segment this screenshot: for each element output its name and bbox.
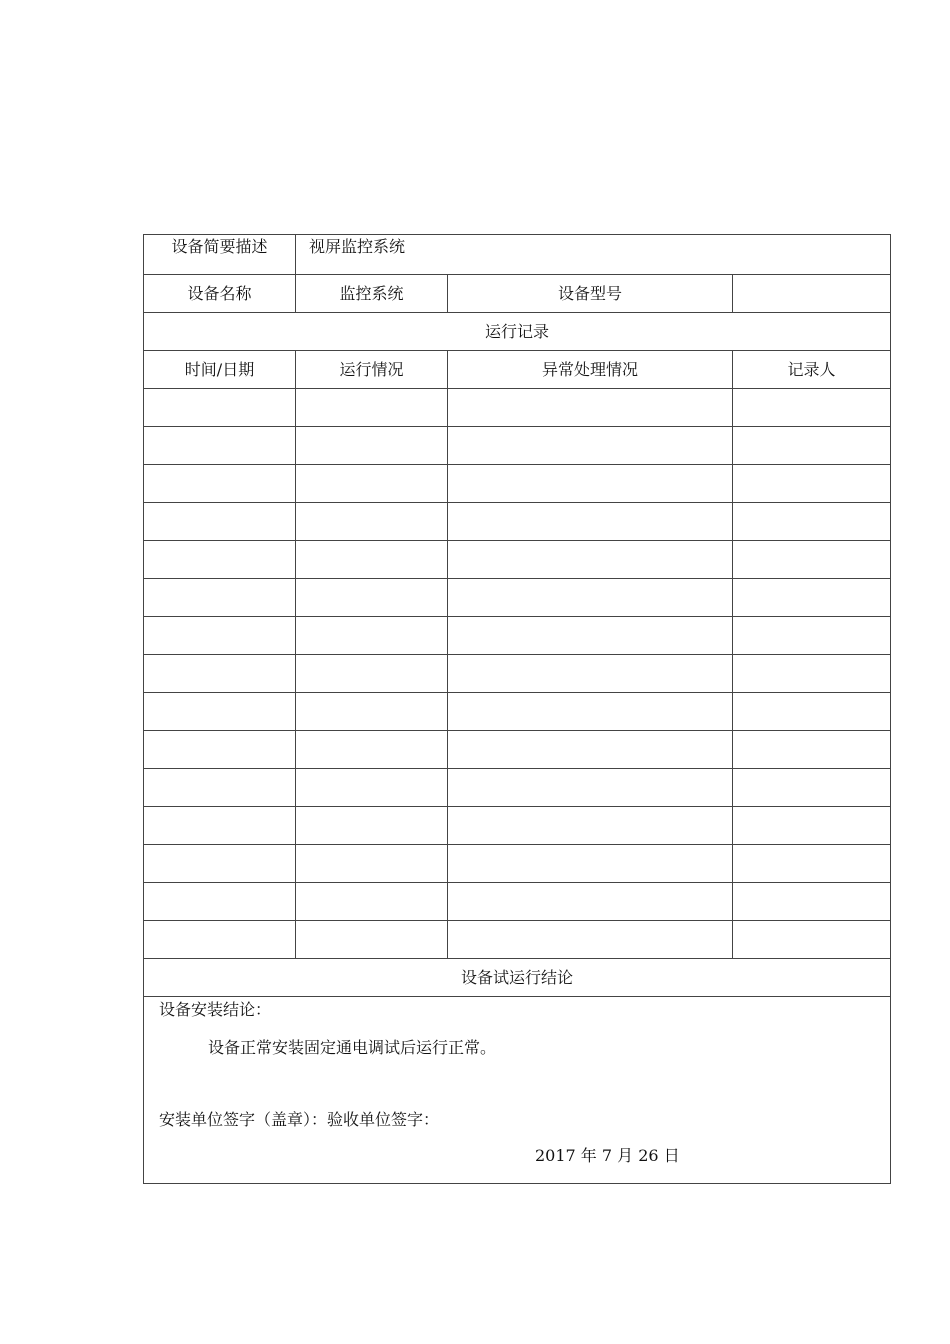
record-cell-status <box>296 541 448 579</box>
device-model-value <box>733 275 891 313</box>
record-cell-exception <box>448 541 733 579</box>
record-cell-datetime <box>144 617 296 655</box>
signature-line: 安装单位签字（盖章）：验收单位签字： <box>159 1110 440 1129</box>
record-cell-recorder <box>733 845 891 883</box>
record-cell-datetime <box>144 579 296 617</box>
record-row <box>144 427 891 465</box>
record-cell-recorder <box>733 807 891 845</box>
record-row <box>144 807 891 845</box>
record-cell-exception <box>448 579 733 617</box>
record-cell-status <box>296 807 448 845</box>
record-cell-datetime <box>144 731 296 769</box>
record-cell-recorder <box>733 579 891 617</box>
equipment-trial-run-form <box>143 234 891 1184</box>
conclusion-title-row <box>144 959 891 997</box>
record-cell-recorder <box>733 389 891 427</box>
record-cell-datetime <box>144 427 296 465</box>
record-cell-exception <box>448 617 733 655</box>
record-cell-exception <box>448 503 733 541</box>
column-header-recorder: 记录人 <box>733 351 891 389</box>
device-name-label: 设备名称 <box>144 275 296 313</box>
record-cell-recorder <box>733 921 891 959</box>
column-header-status: 运行情况 <box>296 351 448 389</box>
record-row <box>144 921 891 959</box>
record-cell-datetime <box>144 883 296 921</box>
column-header-exception: 异常处理情况 <box>448 351 733 389</box>
record-cell-datetime <box>144 389 296 427</box>
record-cell-datetime <box>144 693 296 731</box>
record-row <box>144 389 891 427</box>
record-row <box>144 845 891 883</box>
record-row <box>144 731 891 769</box>
record-cell-status <box>296 769 448 807</box>
record-cell-datetime <box>144 807 296 845</box>
record-cell-datetime <box>144 921 296 959</box>
record-cell-exception <box>448 655 733 693</box>
record-row <box>144 503 891 541</box>
record-cell-exception <box>448 845 733 883</box>
record-cell-status <box>296 427 448 465</box>
record-cell-recorder <box>733 731 891 769</box>
record-cell-recorder <box>733 693 891 731</box>
record-row <box>144 541 891 579</box>
record-cell-exception <box>448 427 733 465</box>
record-cell-recorder <box>733 617 891 655</box>
run-record-title-row <box>144 313 891 351</box>
record-cell-datetime <box>144 503 296 541</box>
record-row <box>144 883 891 921</box>
record-cell-exception <box>448 693 733 731</box>
record-cell-recorder <box>733 769 891 807</box>
description-value: 视屏监控系统 <box>296 235 891 275</box>
record-cell-status <box>296 503 448 541</box>
record-cell-datetime <box>144 845 296 883</box>
record-cell-status <box>296 921 448 959</box>
record-cell-datetime <box>144 769 296 807</box>
record-cell-recorder <box>733 503 891 541</box>
record-cell-recorder <box>733 655 891 693</box>
record-cell-datetime <box>144 655 296 693</box>
record-cell-recorder <box>733 465 891 503</box>
record-cell-status <box>296 465 448 503</box>
record-cell-status <box>296 579 448 617</box>
record-cell-status <box>296 693 448 731</box>
record-cell-recorder <box>733 427 891 465</box>
record-cell-exception <box>448 769 733 807</box>
record-row <box>144 617 891 655</box>
record-cell-status <box>296 845 448 883</box>
description-label: 设备简要描述 <box>144 235 296 275</box>
conclusion-label: 设备安装结论： <box>159 1000 272 1019</box>
record-cell-status <box>296 389 448 427</box>
device-model-label: 设备型号 <box>448 275 733 313</box>
record-cell-exception <box>448 389 733 427</box>
record-row <box>144 655 891 693</box>
device-name-row <box>144 275 891 313</box>
record-cell-recorder <box>733 541 891 579</box>
record-cell-recorder <box>733 883 891 921</box>
record-cell-exception <box>448 921 733 959</box>
record-row <box>144 465 891 503</box>
record-row <box>144 769 891 807</box>
record-row <box>144 693 891 731</box>
conclusion-body <box>144 997 891 1184</box>
record-cell-status <box>296 617 448 655</box>
conclusion-body-row <box>144 997 891 1184</box>
record-cell-exception <box>448 883 733 921</box>
record-cell-exception <box>448 807 733 845</box>
conclusion-title: 设备试运行结论 <box>144 959 891 997</box>
record-cell-datetime <box>144 465 296 503</box>
record-cell-status <box>296 883 448 921</box>
device-name-value: 监控系统 <box>296 275 448 313</box>
record-cell-status <box>296 731 448 769</box>
record-cell-exception <box>448 731 733 769</box>
signature-date: 2017 年 7 月 26 日 <box>535 1146 680 1165</box>
run-record-title: 运行记录 <box>144 313 891 351</box>
record-cell-status <box>296 655 448 693</box>
record-cell-datetime <box>144 541 296 579</box>
conclusion-text: 设备正常安装固定通电调试后运行正常。 <box>208 1038 497 1057</box>
run-record-header-row <box>144 351 891 389</box>
record-row <box>144 579 891 617</box>
column-header-datetime: 时间/日期 <box>144 351 296 389</box>
description-row <box>144 235 891 275</box>
record-cell-exception <box>448 465 733 503</box>
